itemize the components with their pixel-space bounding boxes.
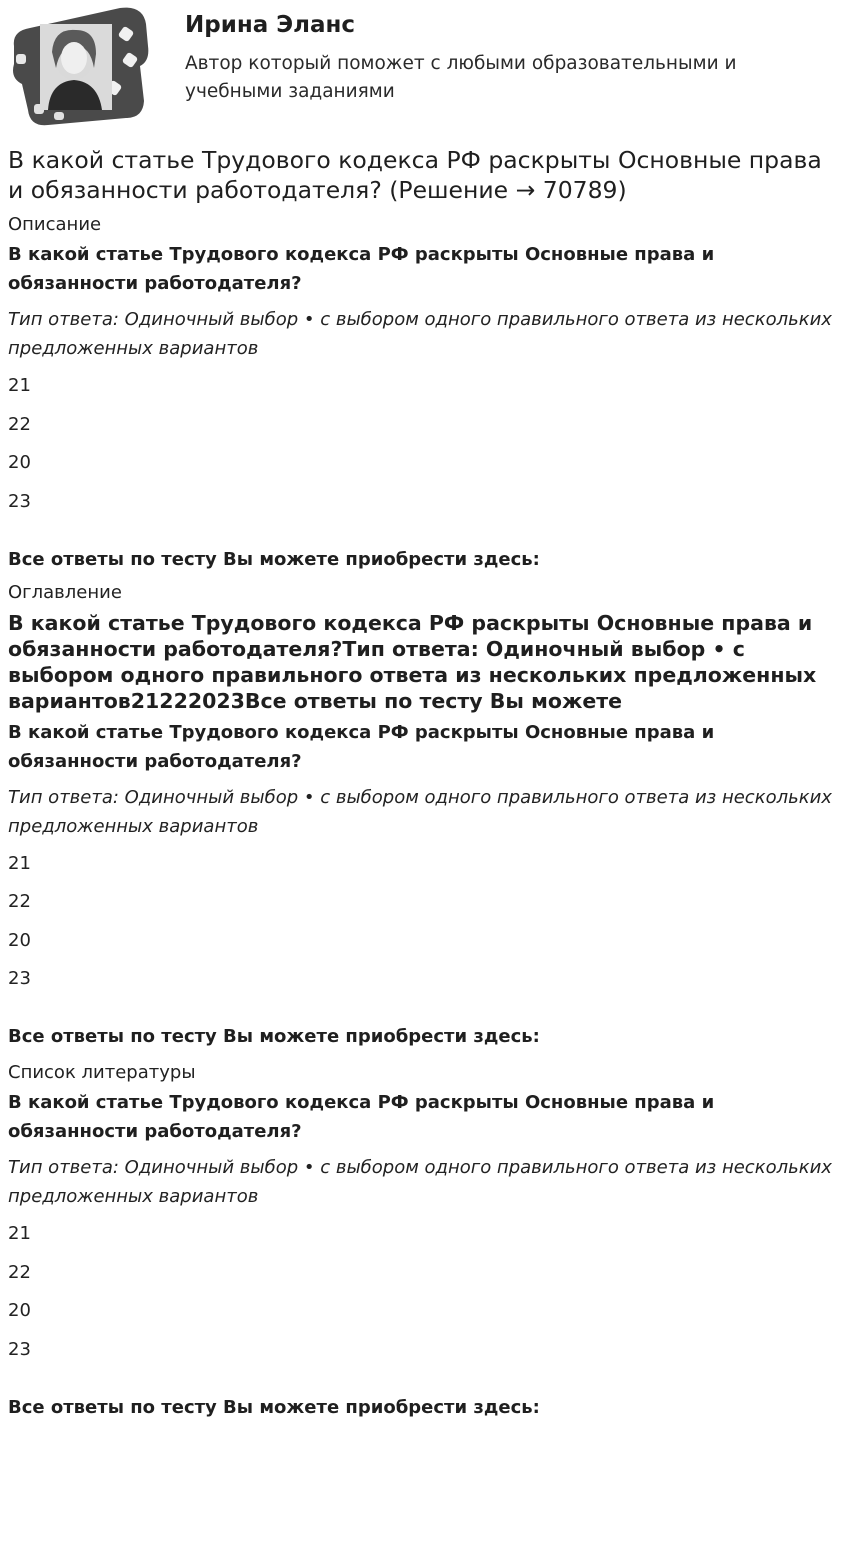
- main-content: [8, 145, 843, 1420]
- question-text: В какой статье Трудового кодекса РФ раскрыты Основные права и обязанности работодателя?: [8, 721, 715, 772]
- literature-label: Список литературы: [8, 1062, 196, 1083]
- answer-type: Тип ответа: Одиночный выбор • с выбором одного правильного ответа из нескольких предложенных вариантов: [8, 1157, 832, 1207]
- question-text: В какой статье Трудового кодекса РФ раскрыты Основные права и обязанности работодателя?: [8, 1092, 715, 1142]
- list-item: 20: [8, 929, 31, 951]
- buy-answers-text: Все ответы по тесту Вы можете приобрести здесь:: [8, 1396, 540, 1418]
- list-item: 20: [8, 452, 31, 473]
- list-item: 23: [8, 968, 31, 989]
- author-description: Автор который поможет с любыми образовательными и учебными заданиями: [185, 53, 737, 102]
- buy-answers-text: Все ответы по тесту Вы можете приобрести здесь:: [8, 548, 540, 570]
- list-item: 21: [8, 375, 31, 396]
- options-list: [8, 373, 843, 514]
- author-name[interactable]: Ирина Эланс: [185, 12, 356, 38]
- author-block: [0, 0, 847, 130]
- list-item: 22: [8, 891, 31, 912]
- options-list: [8, 1221, 843, 1362]
- question-text: В какой статье Трудового кодекса РФ раскрыты Основные права и обязанности работодателя?: [8, 244, 715, 294]
- buy-answers-text: Все ответы по тесту Вы можете приобрести здесь:: [8, 1026, 540, 1047]
- list-item: 22: [8, 1261, 31, 1283]
- list-item: 21: [8, 852, 31, 874]
- list-item: 23: [8, 1338, 31, 1360]
- description-label: Описание: [8, 214, 102, 235]
- answer-type: Тип ответа: Одиночный выбор • с выбором одного правильного ответа из нескольких предложенных вариантов: [8, 309, 832, 359]
- list-item: 20: [8, 1300, 31, 1321]
- options-list: [8, 851, 843, 992]
- toc-label: Оглавление: [8, 581, 122, 603]
- toc-summary: В какой статье Трудового кодекса РФ раскрыты Основные права и обязанности работодателя?Тип ответа: Одиночный выбор • с выбором одного правильного ответа из нескольких предложенных вариантов21222023Все ответы по тесту Вы можете: [8, 610, 817, 713]
- list-item: 23: [8, 490, 31, 512]
- page-title: В какой статье Трудового кодекса РФ раскрыты Основные права и обязанности работодателя? (Решение → 70789): [8, 146, 822, 204]
- answer-type: Тип ответа: Одиночный выбор • с выбором одного правильного ответа из нескольких предложенных вариантов: [8, 786, 832, 837]
- author-avatar-icon[interactable]: [8, 6, 150, 126]
- list-item: 21: [8, 1223, 31, 1244]
- list-item: 22: [8, 413, 31, 435]
